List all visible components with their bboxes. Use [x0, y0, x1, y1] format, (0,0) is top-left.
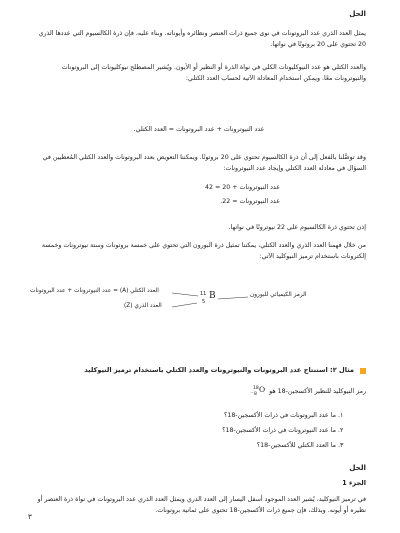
calc-step-2: عدد النيوترونات = 22. [220, 198, 280, 205]
question-2-number: ٢. [338, 427, 344, 434]
oxygen-nuclide-symbol [253, 386, 267, 396]
question-1 [18, 410, 352, 421]
page-number: ٣ [28, 513, 32, 521]
example-title: مثال ٢: استنتاج عدد البروتونات والنيوترونات والعدد الكتلي باستخدام ترميز النيوكليد [84, 366, 354, 374]
mass-number-label: العدد الكتلي (A) = عدد النيوترونات + عدد البروتونات [30, 288, 159, 294]
nuclide-notation-diagram [30, 283, 370, 343]
example-intro [32, 386, 366, 397]
boron-symbol: B [209, 291, 216, 301]
solution-heading-2: الحل [349, 463, 366, 472]
chemical-symbol-label: الرمز الكيميائي للبورون [250, 292, 307, 298]
calc-step-1: عدد النيوترونات + 20 = 42 [204, 184, 280, 191]
question-3-number: ٣. [338, 442, 344, 449]
paragraph-atomic-number: يمثل العدد الذري عدد البروتونات في نوى جميع ذرات العنصر ونظائره وأيوناته. وبناء عليه، فإن ذرة الكالسيوم التي عددها الذري 20 تحتوي على 20 بروتونًا في نواتها. [38, 30, 366, 48]
paragraph-substitution: وقد توصَّلنا بالفعل إلى أن ذرة الكالسيوم تحتوي على 20 بروتونًا. ويمكننا التعويض بعدد البروتونات والعدد الكتلي المُعطيين في السؤال في معادلة العدد الكتلي وإيجاد عدد النيوترونات: [42, 154, 366, 172]
example-marker-icon [360, 368, 366, 374]
example-intro-text: رمز النيوكليد للنظير الأكسجين-18 هو [269, 388, 366, 395]
boron-atomic-number: 5 [202, 299, 206, 305]
part-1-heading: الجزء 1 [342, 479, 366, 487]
boron-mass-number: 11 [200, 291, 207, 297]
oxygen-symbol: O [259, 385, 266, 394]
question-3-text: ما العدد الكتلي للأكسجين-18؟ [256, 442, 336, 449]
example-intro-period: . [251, 388, 254, 395]
symbol-leader-line [218, 297, 248, 299]
mass-number-equation: عدد النيوترونات + عدد البروتونات = العدد الكتلي. [133, 126, 265, 133]
oxygen-mass-number: 18 [253, 386, 259, 391]
paragraph-neutron-result: إذن تحتوي ذرة الكالسيوم على 22 نيوترونًا في نواتها. [228, 224, 366, 231]
question-1-number: ١. [338, 412, 344, 419]
oxygen-atomic-number: 8 [254, 392, 257, 397]
mass-leader-line [172, 293, 198, 296]
question-2-text: ما عدد النيوترونات في ذرات الأكسجين-18؟ [222, 427, 336, 434]
atomic-leader-line [172, 303, 197, 307]
question-2 [18, 425, 352, 436]
atomic-number-label: العدد الذري (Z) [124, 303, 162, 309]
paragraph-part-1: في ترميز النيوكليد، يُشير العدد الموجود أسفل اليسار إلى العدد الذري ويمثل العدد الذري عدد البروتونات في نواة ذرة العنصر أو نظيره أو أيونه. وبذلك، فإن جميع ذرات الأكسجين-18 تحتوي على ثمانية بروتونات. [37, 496, 366, 514]
question-3 [18, 440, 352, 451]
paragraph-boron-intro: من خلال فهمنا العدد الذري والعدد الكتلي، يمكننا تمثيل ذرة البورون التي تحتوي على خمسة بروتونات وستة نيوترونات وخمسة إلكترونات باستخدام ترميز النيوكليد الآتي: [41, 242, 366, 260]
question-1-text: ما عدد البروتونات في ذرات الأكسجين-18؟ [224, 412, 336, 419]
solution-heading: الحل [349, 9, 366, 18]
paragraph-mass-number: والعدد الكتلي هو عدد النيوكليونات الكلي في نواة الذرة أو النظير أو الأيون. ويُشير المصطلح نيوكليونات إلى البروتونات والنيوترونات معًا. ويمكن استخدام المعادلة الآتية لحساب العدد الكتلي: [61, 64, 366, 82]
